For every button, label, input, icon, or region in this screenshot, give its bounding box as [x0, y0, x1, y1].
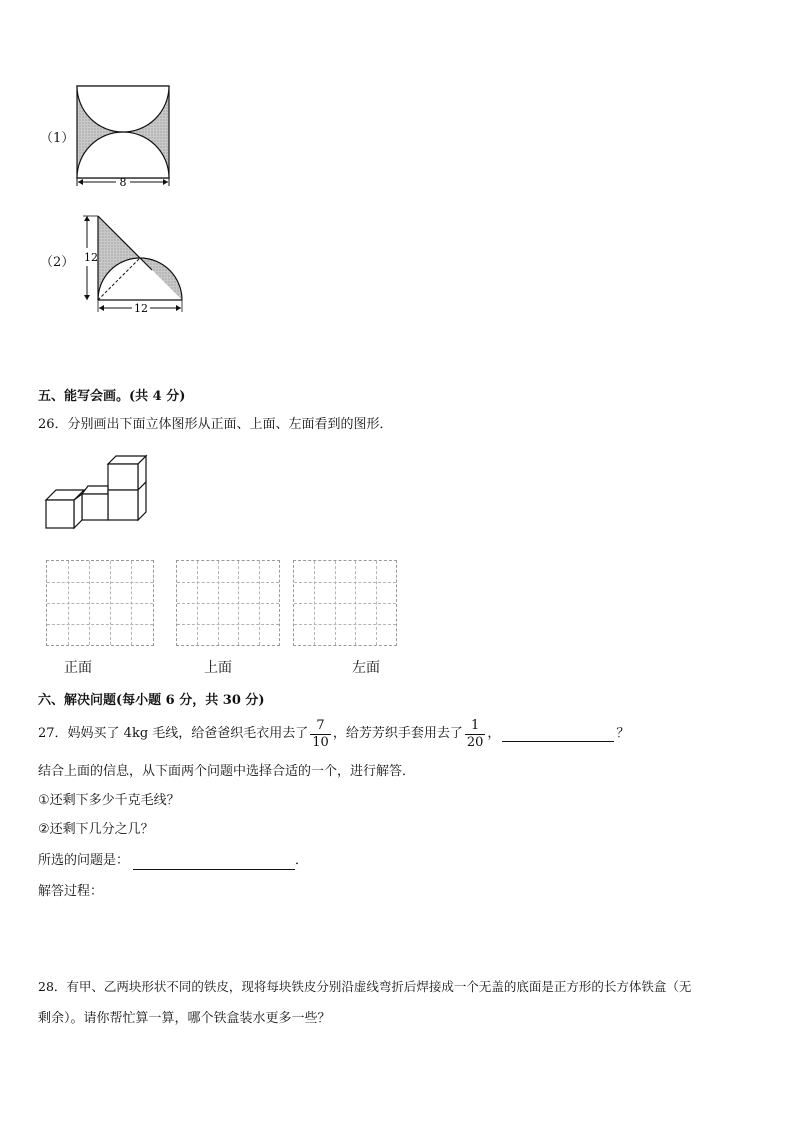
figure-2-dimension-left: 12 — [84, 251, 98, 264]
q27-instruction: 结合上面的信息，从下面两个问题中选择合适的一个，进行解答． — [38, 764, 416, 779]
figure-2-dimension-bottom: 12 — [134, 302, 148, 315]
figure-1-label: （1） — [40, 131, 75, 146]
grid-left-view[interactable] — [293, 560, 397, 646]
cube-stack-figure — [40, 450, 152, 532]
q27-solution-label: 解答过程： — [38, 884, 104, 899]
label-left-view: 左面 — [352, 660, 380, 676]
figure-1-dimension: 8 — [119, 176, 127, 189]
section-5-heading: 五、能写会画。(共 4 分) — [38, 389, 186, 404]
fraction-one-twentieth: $\frac{1}{20}$ — [466, 717, 484, 750]
label-top-view: 上面 — [204, 660, 232, 676]
grid-front-view[interactable] — [46, 560, 154, 646]
q27-answer-blank[interactable] — [502, 727, 614, 742]
question-28-line-1: 28．有甲、乙两块形状不同的铁皮，现将每块铁皮分别沿虚线弯折后焊接成一个无盖的底面是正方形的长方体铁盒（无 — [38, 979, 692, 994]
question-27-line-1 — [38, 714, 629, 754]
question-28-line-2: 剩余）。请你帮忙算一算，哪个铁盒装水更多一些？ — [38, 1011, 331, 1026]
figure-2-label: （2） — [40, 255, 75, 270]
fraction-seven-tenths: $\frac{7}{10}$ — [312, 717, 329, 750]
figure-2-diagram — [78, 212, 190, 318]
q27-option-1: ①还剩下多少千克毛线？ — [38, 793, 180, 808]
q27-chosen-blank[interactable] — [133, 855, 295, 870]
q27-question-mark: ？ — [616, 726, 630, 741]
q27-chosen-label: 所选的问题是： — [38, 853, 130, 868]
q27-text-part3: ， — [487, 726, 501, 741]
figure-1-diagram — [70, 80, 180, 192]
grid-top-view[interactable] — [176, 560, 280, 646]
question-26: 26．分别画出下面立体图形从正面、上面、左面看到的图形． — [38, 417, 393, 432]
q27-chosen-period: ． — [295, 853, 309, 868]
q27-text-part2: ，给芳芳织手套用去了 — [332, 726, 463, 741]
section-6-heading: 六、解决问题(每小题 6 分，共 30 分) — [38, 693, 265, 708]
q27-option-2: ②还剩下几分之几？ — [38, 822, 154, 837]
q27-chosen-line — [38, 852, 308, 870]
q27-text-part1: 27．妈妈买了 4kg 毛线，给爸爸织毛衣用去了 — [38, 726, 309, 741]
label-front-view: 正面 — [64, 660, 92, 676]
